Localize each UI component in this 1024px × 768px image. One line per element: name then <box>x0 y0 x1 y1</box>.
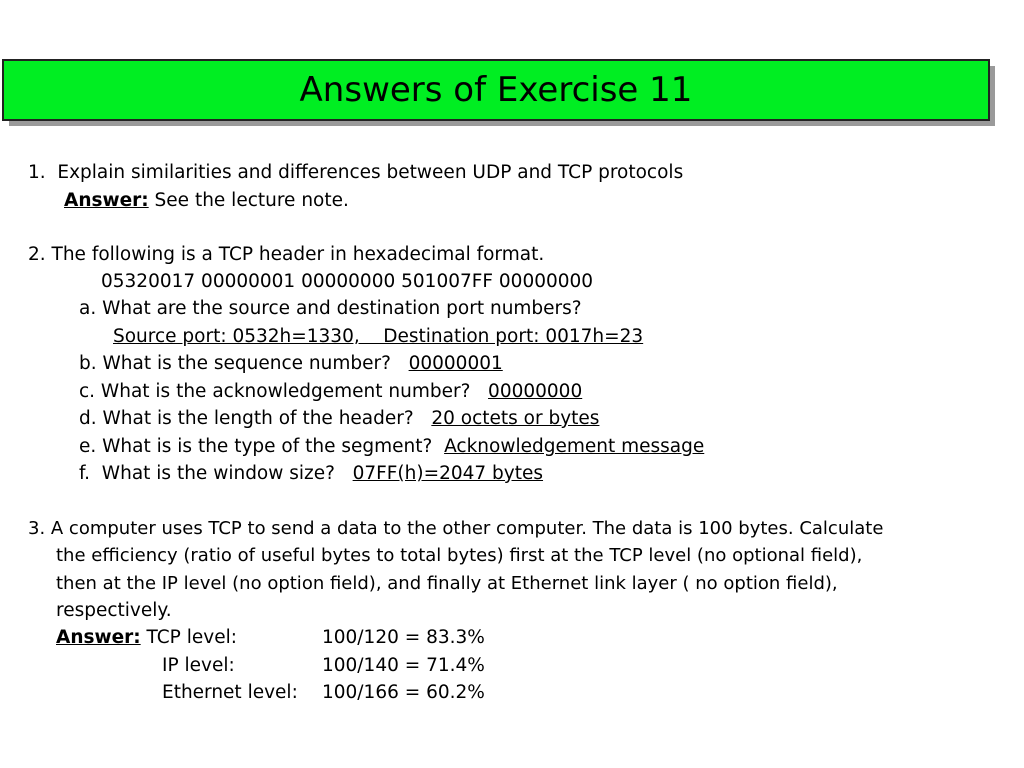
q2-c-question: c. What is the acknowledgement number? <box>79 381 489 402</box>
q2-a-question: a. What are the source and destination port numbers? <box>79 298 582 319</box>
q2-b <box>79 353 503 375</box>
q3-eth-value: 100/166 = 60.2% <box>322 682 485 703</box>
q2-e-question: e. What is is the type of the segment? <box>79 436 445 457</box>
q1-question: 1. Explain similarities and differences between UDP and TCP protocols <box>28 162 684 183</box>
q2-d-question: d. What is the length of the header? <box>79 408 432 429</box>
q2-a-answer-text: Source port: 0532h=1330, Destination port: 0017h=23 <box>113 326 644 347</box>
q2-e <box>79 436 704 458</box>
q3-eth-label: Ethernet level: <box>162 682 298 703</box>
q1-answer <box>64 190 349 212</box>
q3-answer-tcp <box>56 627 237 649</box>
q2-d-answer: 20 octets or bytes <box>431 408 600 429</box>
q2-d <box>79 408 599 430</box>
q2-a-answer <box>113 326 643 348</box>
q2-e-answer: Acknowledgement message <box>444 436 705 457</box>
q2-f-question: f. What is the window size? <box>79 463 353 484</box>
title-banner <box>2 59 990 121</box>
q3-line1: 3. A computer uses TCP to send a data to the other computer. The data is 100 bytes. Calculate <box>28 518 884 539</box>
q3-ip-label: IP level: <box>162 655 235 676</box>
q2-c <box>79 381 582 403</box>
q2-b-answer: 00000001 <box>408 353 503 374</box>
q3-answer-label: Answer: <box>56 627 141 648</box>
q2-question: 2. The following is a TCP header in hexadecimal format. <box>28 244 545 265</box>
q2-b-question: b. What is the sequence number? <box>79 353 409 374</box>
q3-line4: respectively. <box>56 600 172 621</box>
q3-tcp-value: 100/120 = 83.3% <box>322 627 485 648</box>
q3-tcp-label: TCP level: <box>140 627 237 648</box>
q2-hex: 05320017 00000001 00000000 501007FF 00000000 <box>101 271 594 292</box>
q2-c-answer: 00000000 <box>488 381 583 402</box>
q1-answer-label: Answer: <box>64 190 149 211</box>
q3-line3: then at the IP level (no option field), and finally at Ethernet link layer ( no option field), <box>56 573 838 594</box>
q3-ip-value: 100/140 = 71.4% <box>322 655 485 676</box>
q3-line2: the efficiency (ratio of useful bytes to total bytes) first at the TCP level (no optional field), <box>56 545 863 566</box>
q1-answer-text: See the lecture note. <box>148 190 349 211</box>
q2-f-answer: 07FF(h)=2047 bytes <box>352 463 544 484</box>
page-title: Answers of Exercise 11 <box>299 70 693 110</box>
q2-f <box>79 463 543 485</box>
